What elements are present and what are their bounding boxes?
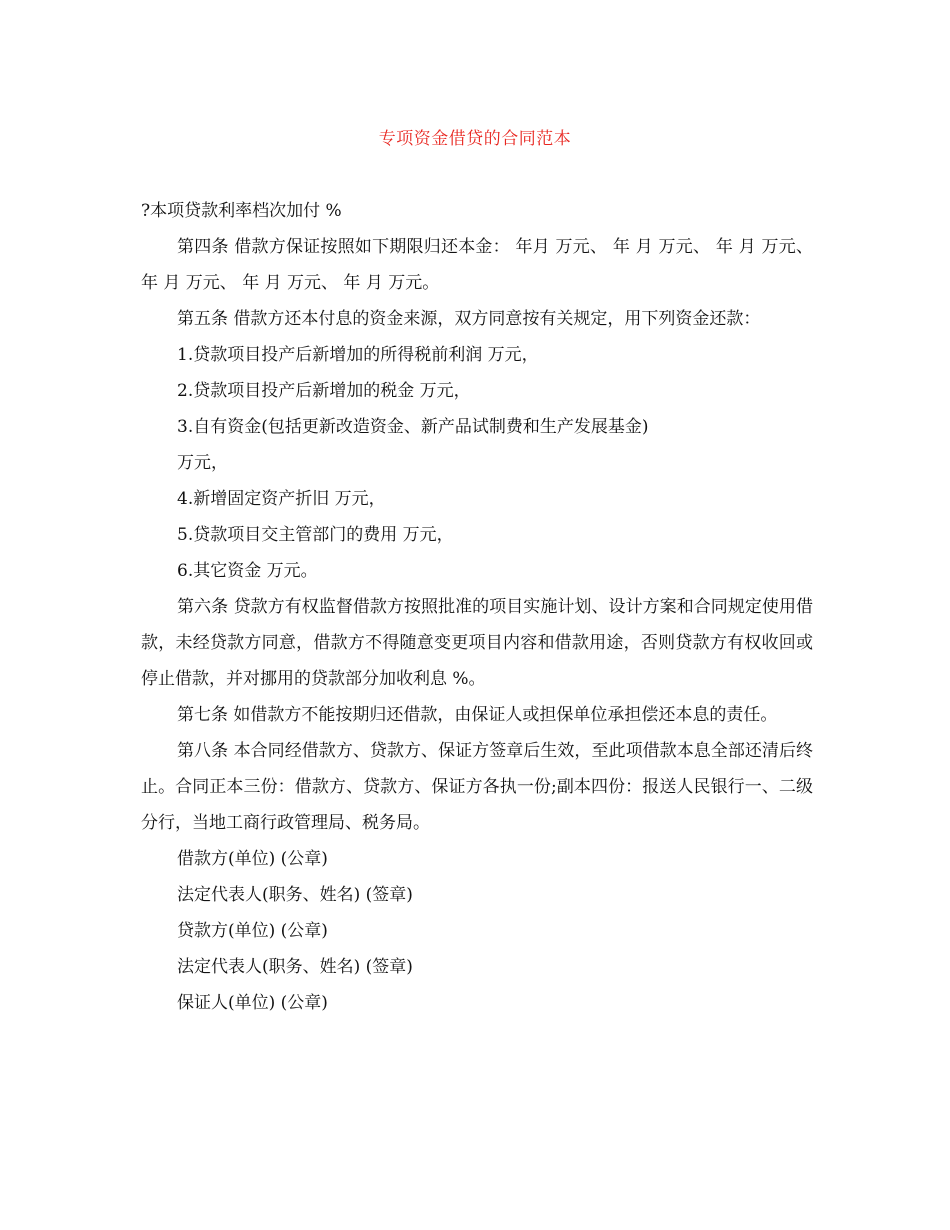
document-body xyxy=(141,193,813,1021)
signature-borrower: 借款方(单位) (公章) xyxy=(177,849,328,869)
paragraph-article-8: 第八条 本合同经借款方、贷款方、保证方签章后生效，至此项借款本息全部还清后终止。合同正本三份：借款方、贷款方、保证方各执一份;副本四份：报送人民银行一、二级分行，当地工商行政管理局、税务局。 xyxy=(141,741,813,833)
paragraph-article-5: 第五条 借款方还本付息的资金来源，双方同意按有关规定，用下列资金还款： xyxy=(177,309,761,329)
list-item-2: 2.贷款项目投产后新增加的税金 万元， xyxy=(177,381,471,401)
signature-lender-representative: 法定代表人(职务、姓名) (签章) xyxy=(177,957,413,977)
list-item-4: 4.新增固定资产折旧 万元， xyxy=(177,489,386,509)
list-item-6: 6.其它资金 万元。 xyxy=(177,561,318,581)
paragraph-article-4: 第四条 借款方保证按照如下期限归还本金： 年月 万元、 年 月 万元、 年 月 万元、年 月 万元、 年 月 万元、 年 月 万元。 xyxy=(141,237,813,293)
paragraph-article-7: 第七条 如借款方不能按期归还借款，由保证人或担保单位承担偿还本息的责任。 xyxy=(177,705,778,725)
signature-guarantor: 保证人(单位) (公章) xyxy=(177,993,328,1013)
list-item-3: 3.自有资金(包括更新改造资金、新产品试制费和生产发展基金) xyxy=(177,417,649,437)
list-item-3-continued: 万元， xyxy=(177,453,228,473)
paragraph-interest-rate: ?本项贷款利率档次加付 % xyxy=(141,201,342,221)
paragraph-article-6: 第六条 贷款方有权监督借款方按照批准的项目实施计划、设计方案和合同规定使用借款，未经贷款方同意，借款方不得随意变更项目内容和借款用途，否则贷款方有权收回或停止借款，并对挪用的贷款部分加收利息 %。 xyxy=(141,597,813,689)
list-item-1: 1.贷款项目投产后新增加的所得税前利润 万元， xyxy=(177,345,539,365)
document-title: 专项资金借贷的合同范本 xyxy=(378,129,572,149)
list-item-5: 5.贷款项目交主管部门的费用 万元， xyxy=(177,525,454,545)
signature-lender: 贷款方(单位) (公章) xyxy=(177,921,328,941)
signature-borrower-representative: 法定代表人(职务、姓名) (签章) xyxy=(177,885,413,905)
